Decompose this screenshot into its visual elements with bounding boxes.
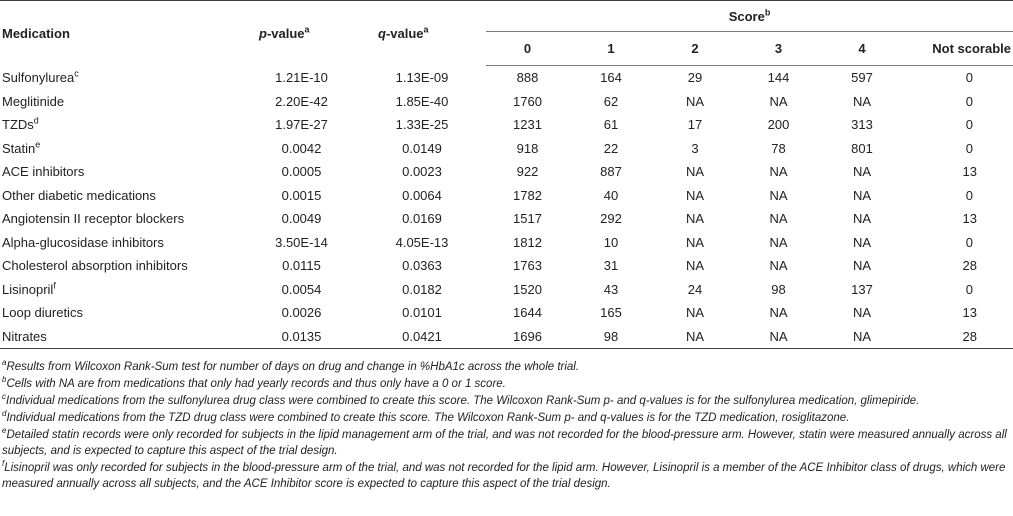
score-2-cell: NA: [685, 187, 705, 203]
medication-cell: Nitrates: [0, 325, 245, 349]
q-value-cell: 0.0064: [402, 187, 442, 203]
not-scorable-cell: 28: [904, 325, 1013, 349]
score-3-cell: NA: [769, 305, 788, 321]
score-4-cell: NA: [852, 211, 872, 227]
q-value-cell: 0.0182: [402, 281, 442, 297]
score-2-cell: NA: [685, 164, 705, 180]
score-1-cell: 98: [569, 325, 653, 349]
score-0-cell: 1760: [513, 93, 542, 109]
score-2-cell: 24: [687, 281, 703, 297]
table-row: [0, 90, 1013, 114]
score-3-cell: NA: [769, 164, 788, 180]
score-2-cell: NA: [685, 258, 705, 274]
score-0-cell: 1231: [513, 117, 542, 133]
score-4-cell: 137: [851, 281, 873, 297]
q-value-cell: 0.0421: [358, 325, 486, 349]
medication-cell: TZDs$^d$: [2, 115, 39, 133]
score-0-cell: 1520: [513, 281, 542, 297]
score-col-1: 1: [569, 32, 653, 66]
score-3-cell: 98: [771, 281, 786, 297]
not-scorable-cell: 28: [962, 258, 978, 274]
p-value-cell: 0.0015: [281, 187, 322, 203]
score-4-cell: NA: [852, 93, 872, 109]
p-value-cell: 0.0054: [281, 281, 322, 297]
q-value-cell: 1.13E-09: [395, 70, 449, 85]
score-col-not-scorable: Not scorable: [904, 32, 1013, 66]
score-1-cell: 10: [603, 234, 619, 250]
score-3-cell: NA: [769, 211, 788, 227]
table-row: [0, 137, 1013, 161]
medication-cell: Other diabetic medications: [2, 187, 156, 203]
score-0-cell: 1696: [486, 325, 569, 349]
q-value-header: q-value$^a$: [358, 1, 486, 66]
score-4-cell: NA: [852, 187, 872, 203]
p-value-cell: 3.50E-14: [275, 234, 328, 250]
not-scorable-cell: 0: [965, 93, 974, 109]
p-value-cell: 0.0026: [281, 305, 322, 321]
score-2-cell: NA: [685, 305, 705, 321]
score-1-cell: 43: [603, 281, 619, 297]
q-value-cell: 1.33E-25: [395, 117, 449, 133]
score-col-2: 2: [653, 32, 737, 66]
q-value-cell: 0.0101: [402, 305, 442, 321]
p-value-cell: 2.20E-42: [275, 93, 328, 109]
footnote: $^a$Results from Wilcoxon Rank-Sum test for number of days on drug and change in %HbA1c across the whole trial.: [2, 358, 580, 373]
table-row: [0, 66, 1013, 90]
medication-cell: Alpha-glucosidase inhibitors: [2, 234, 164, 250]
footnote: $^e$Detailed statin records were only recorded for subjects in the lipid management arm of the trial, and was not recorded for the blood-pressure arm. However, statin were measured annually across all subjects, and is expected to capture this aspect of the trial design.: [2, 426, 1007, 457]
q-value-cell: 0.0023: [402, 164, 442, 180]
score-4-cell: 597: [851, 70, 873, 86]
score-0-cell: 918: [516, 140, 539, 156]
table-row: [0, 207, 1013, 231]
p-value-cell: 0.0135: [245, 325, 358, 349]
not-scorable-cell: 13: [962, 211, 978, 227]
footnotes: [0, 349, 1013, 492]
table-row: [0, 301, 1013, 325]
not-scorable-cell: 13: [962, 164, 978, 180]
footnote: $^f$Lisinopril was only recorded for subjects in the blood-pressure arm of the trial, and was not recorded for the lipid arm. However, Lisinopril is a member of the ACE Inhibitor class of drugs, which were measured annually across all subjects, and the ACE Inhibitor score is expected to capture this aspect of the trial design.: [2, 459, 1006, 490]
medication-cell: Meglitinide: [2, 93, 65, 109]
score-4-cell: NA: [852, 234, 872, 250]
score-1-cell: 164: [600, 70, 622, 86]
p-value-cell: 0.0115: [282, 258, 321, 274]
p-value-cell: 1.21E-10: [275, 70, 328, 85]
q-value-cell: 1.85E-40: [395, 93, 449, 109]
q-value-cell: 0.0149: [402, 140, 442, 156]
score-3-cell: NA: [769, 234, 788, 250]
score-1-cell: 887: [600, 164, 622, 180]
q-value-cell: 0.0169: [402, 211, 442, 227]
score-col-3: 3: [737, 32, 820, 66]
score-col-4: 4: [820, 32, 904, 66]
score-0-cell: 888: [516, 70, 539, 86]
not-scorable-cell: 0: [965, 117, 974, 133]
footnote: $^b$Cells with NA are from medications that only had yearly records and thus only have a 0 or 1 score.: [2, 375, 506, 390]
p-value-cell: 0.0005: [281, 164, 322, 180]
medication-cell: Lisinopril$^f$: [2, 280, 56, 297]
not-scorable-cell: 13: [962, 305, 978, 321]
medication-cell: Cholesterol absorption inhibitors: [2, 258, 188, 274]
score-3-cell: 78: [771, 140, 786, 156]
p-value-header: p-value$^a$: [245, 1, 358, 66]
score-1-cell: 22: [603, 140, 619, 156]
score-1-cell: 31: [603, 258, 619, 274]
medication-cell: ACE inhibitors: [2, 164, 85, 180]
score-header: Score$^b$: [486, 1, 1013, 32]
score-4-cell: 801: [851, 140, 873, 156]
medication-cell: Sulfonylurea$^c$: [2, 68, 79, 85]
score-3-cell: NA: [769, 187, 788, 203]
table-row: [0, 184, 1013, 208]
score-2-cell: NA: [653, 325, 737, 349]
medication-header: Medication: [0, 1, 245, 66]
p-value-cell: 1.97E-27: [275, 117, 328, 133]
not-scorable-cell: 0: [965, 281, 974, 297]
footnote: $^c$Individual medications from the sulfonylurea drug class were combined to create this score. The Wilcoxon Rank-Sum p- and q-values is for the sulfonylurea medication, glimepiride.: [2, 392, 920, 407]
not-scorable-cell: 0: [965, 140, 974, 156]
not-scorable-cell: 0: [965, 234, 974, 250]
score-1-cell: 292: [600, 211, 622, 227]
table-row: [0, 160, 1013, 184]
score-2-cell: 29: [687, 70, 703, 86]
score-4-cell: NA: [852, 305, 872, 321]
not-scorable-cell: 0: [965, 187, 974, 203]
score-1-cell: 40: [603, 187, 619, 203]
table-row: [0, 278, 1013, 302]
score-3-cell: NA: [737, 325, 820, 349]
p-value-cell: 0.0049: [281, 211, 322, 227]
score-3-cell: 144: [767, 70, 790, 86]
score-4-cell: NA: [852, 164, 872, 180]
table-row: [0, 254, 1013, 278]
medication-cell: Angiotensin II receptor blockers: [2, 211, 185, 227]
p-value-cell: 0.0042: [281, 140, 322, 156]
score-0-cell: 1782: [513, 187, 542, 203]
score-2-cell: NA: [685, 211, 705, 227]
table-row: [0, 231, 1013, 255]
score-1-cell: 61: [603, 117, 619, 133]
score-1-cell: 165: [600, 305, 622, 321]
score-0-cell: 1763: [513, 258, 542, 274]
not-scorable-cell: 0: [965, 70, 974, 86]
score-2-cell: NA: [685, 93, 705, 109]
score-4-cell: NA: [852, 258, 872, 274]
score-3-cell: NA: [769, 258, 788, 274]
score-3-cell: NA: [769, 93, 788, 109]
medication-cell: Statin$^e$: [2, 139, 41, 156]
medication-cell: Loop diuretics: [2, 305, 83, 321]
footnote: $^d$Individual medications from the TZD drug class were combined to create this score. The Wilcoxon Rank-Sum p- and q-values is for the TZD medication, rosiglitazone.: [2, 409, 850, 424]
table-row: [0, 113, 1013, 137]
score-4-cell: NA: [820, 325, 904, 349]
score-2-cell: 17: [687, 117, 703, 133]
score-0-cell: 1812: [513, 234, 542, 250]
table-row: [0, 325, 1013, 349]
score-2-cell: NA: [685, 234, 705, 250]
q-value-cell: 0.0363: [402, 258, 442, 274]
score-3-cell: 200: [767, 117, 790, 133]
score-col-0: 0: [486, 32, 569, 66]
score-0-cell: 1517: [513, 211, 542, 227]
score-4-cell: 313: [851, 117, 873, 133]
score-0-cell: 1644: [513, 305, 542, 321]
header-row: [0, 1, 1013, 32]
score-2-cell: 3: [691, 140, 699, 156]
score-1-cell: 62: [603, 93, 619, 109]
q-value-cell: 4.05E-13: [395, 234, 449, 250]
score-0-cell: 922: [516, 164, 539, 180]
